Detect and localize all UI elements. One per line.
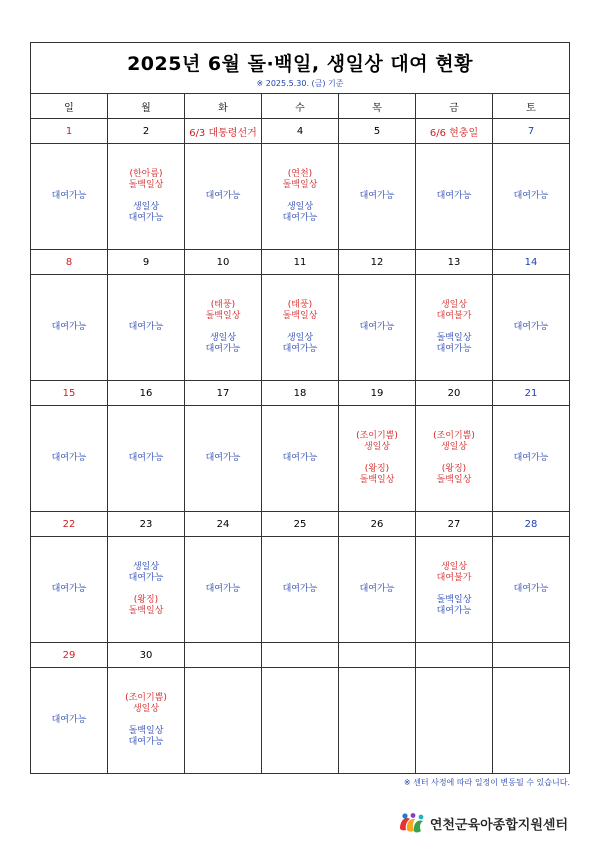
status-line: 대여가능: [282, 344, 318, 354]
status-cell: [185, 537, 262, 643]
status-line: 대여가능: [359, 322, 395, 332]
date-row: [31, 250, 570, 275]
reference-date: ※ 2025.5.30. (금) 기준: [256, 78, 344, 88]
status-row: [31, 275, 570, 381]
status-line: 대여가능: [205, 191, 241, 201]
status-line: 생일상: [132, 562, 160, 572]
date-cell: 28: [493, 512, 570, 537]
date-cell: 6/6 현충일: [416, 119, 493, 144]
date-cell: [339, 643, 416, 668]
status-line: 생일상: [209, 333, 237, 343]
date-row: [31, 381, 570, 406]
date-cell: 12: [339, 250, 416, 275]
status-cell: [108, 406, 185, 512]
status-line: 대여가능: [128, 573, 164, 583]
date-cell: 30: [108, 643, 185, 668]
status-cell: [262, 406, 339, 512]
status-line: 돌백일상: [436, 333, 472, 343]
date-cell: [185, 643, 262, 668]
status-cell: [416, 144, 493, 250]
status-line: (조이기쁨): [125, 693, 167, 703]
date-cell: 6/3 대통령선거: [185, 119, 262, 144]
status-line: 돌백일상: [436, 595, 472, 605]
status-line: 대여가능: [205, 344, 241, 354]
status-cell: [262, 144, 339, 250]
status-cell: [416, 668, 493, 774]
status-line: 생일상: [440, 442, 468, 452]
status-line: (연천): [287, 169, 313, 179]
status-cell: [339, 406, 416, 512]
status-line: 대여가능: [282, 453, 318, 463]
weekday-header: 토: [493, 94, 570, 119]
status-cell: [185, 275, 262, 381]
status-cell: [339, 537, 416, 643]
spacer: [416, 584, 492, 595]
status-cell: [493, 668, 570, 774]
date-cell: 8: [31, 250, 108, 275]
status-line: 대여가능: [51, 191, 87, 201]
date-cell: 29: [31, 643, 108, 668]
status-row: [31, 144, 570, 250]
status-line: 생일상: [363, 442, 391, 452]
date-cell: 15: [31, 381, 108, 406]
date-cell: 20: [416, 381, 493, 406]
status-line: 대여가능: [205, 453, 241, 463]
status-line: 돌백일상: [128, 180, 164, 190]
spacer: [262, 322, 338, 333]
date-cell: 11: [262, 250, 339, 275]
status-line: 대여가능: [51, 584, 87, 594]
status-line: 돌백일상: [128, 726, 164, 736]
spacer: [416, 453, 492, 464]
spacer: [262, 191, 338, 202]
calendar-weeks: [31, 119, 570, 774]
status-cell: [31, 537, 108, 643]
date-row: [31, 512, 570, 537]
status-cell: [185, 406, 262, 512]
date-cell: 21: [493, 381, 570, 406]
spacer: [108, 715, 184, 726]
status-line: 돌백일상: [359, 475, 395, 485]
status-line: (왕징): [441, 464, 467, 474]
status-cell: [339, 275, 416, 381]
status-line: 생일상: [132, 704, 160, 714]
status-row: [31, 668, 570, 774]
status-cell: [108, 668, 185, 774]
status-cell: [262, 668, 339, 774]
date-cell: 26: [339, 512, 416, 537]
date-cell: 17: [185, 381, 262, 406]
weekday-header: 수: [262, 94, 339, 119]
status-line: 대여가능: [436, 606, 472, 616]
status-line: 대여불가: [436, 311, 472, 321]
status-row: [31, 537, 570, 643]
spacer: [108, 584, 184, 595]
status-cell: [108, 275, 185, 381]
org-name: 연천군육아종합지원센터: [429, 817, 568, 833]
weekday-header: 화: [185, 94, 262, 119]
status-line: (태풍): [287, 300, 313, 310]
status-line: 대여가능: [513, 322, 549, 332]
status-cell: [262, 275, 339, 381]
status-cell: [31, 144, 108, 250]
status-cell: [31, 406, 108, 512]
status-line: 대여가능: [128, 453, 164, 463]
rental-calendar: [30, 42, 570, 774]
date-cell: [416, 643, 493, 668]
status-cell: [416, 537, 493, 643]
status-line: 대여가능: [205, 584, 241, 594]
weekday-header: 일: [31, 94, 108, 119]
date-row: [31, 643, 570, 668]
status-line: 돌백일상: [282, 311, 318, 321]
status-line: 돌백일상: [282, 180, 318, 190]
status-cell: [493, 406, 570, 512]
date-cell: 1: [31, 119, 108, 144]
date-cell: 25: [262, 512, 339, 537]
title-cell: [31, 43, 570, 94]
status-line: 대여가능: [513, 191, 549, 201]
status-line: 돌백일상: [436, 475, 472, 485]
date-cell: 16: [108, 381, 185, 406]
date-cell: 27: [416, 512, 493, 537]
status-line: 대여가능: [51, 715, 87, 725]
weekday-header: 금: [416, 94, 493, 119]
spacer: [416, 322, 492, 333]
date-cell: 9: [108, 250, 185, 275]
status-cell: [185, 668, 262, 774]
date-cell: 5: [339, 119, 416, 144]
status-cell: [339, 668, 416, 774]
status-line: (조이기쁨): [356, 431, 398, 441]
spacer: [185, 322, 261, 333]
status-cell: [416, 406, 493, 512]
status-line: 생일상: [440, 300, 468, 310]
date-cell: 23: [108, 512, 185, 537]
date-cell: 13: [416, 250, 493, 275]
status-cell: [108, 537, 185, 643]
date-cell: 14: [493, 250, 570, 275]
weekday-header-row: [31, 94, 570, 119]
status-line: 대여가능: [51, 322, 87, 332]
page-title: 2025년 6월 돌·백일, 생일상 대여 현황: [127, 52, 473, 75]
spacer: [108, 191, 184, 202]
status-cell: [493, 275, 570, 381]
status-cell: [108, 144, 185, 250]
status-line: 생일상: [286, 202, 314, 212]
footer-note: ※ 센터 사정에 따라 일정이 변동될 수 있습니다.: [403, 778, 570, 787]
date-cell: 19: [339, 381, 416, 406]
status-cell: [262, 537, 339, 643]
status-line: (왕징): [133, 595, 159, 605]
date-cell: 24: [185, 512, 262, 537]
status-line: 돌백일상: [205, 311, 241, 321]
status-line: 대여가능: [436, 191, 472, 201]
status-line: 대여가능: [128, 737, 164, 747]
weekday-header: 목: [339, 94, 416, 119]
spacer: [339, 453, 415, 464]
status-line: 대여가능: [359, 584, 395, 594]
status-row: [31, 406, 570, 512]
date-cell: [493, 643, 570, 668]
status-line: 돌백일상: [128, 606, 164, 616]
status-line: 대여가능: [436, 344, 472, 354]
status-line: 대여가능: [282, 213, 318, 223]
status-cell: [31, 275, 108, 381]
status-line: (태풍): [210, 300, 236, 310]
org-logo: [397, 812, 568, 834]
status-cell: [185, 144, 262, 250]
status-line: 대여가능: [513, 453, 549, 463]
calendar-sheet: [30, 42, 570, 774]
date-cell: 22: [31, 512, 108, 537]
date-cell: 10: [185, 250, 262, 275]
status-line: 대여불가: [436, 573, 472, 583]
date-cell: 2: [108, 119, 185, 144]
status-cell: [493, 144, 570, 250]
weekday-header: 월: [108, 94, 185, 119]
status-cell: [339, 144, 416, 250]
status-line: 대여가능: [128, 213, 164, 223]
status-line: 생일상: [440, 562, 468, 572]
status-cell: [31, 668, 108, 774]
status-line: 대여가능: [51, 453, 87, 463]
status-line: (한아름): [129, 169, 163, 179]
date-cell: 4: [262, 119, 339, 144]
date-cell: [262, 643, 339, 668]
status-line: (조이기쁨): [433, 431, 475, 441]
status-line: 생일상: [286, 333, 314, 343]
status-line: 대여가능: [359, 191, 395, 201]
status-line: 생일상: [132, 202, 160, 212]
status-line: 대여가능: [282, 584, 318, 594]
family-logo-icon: [397, 812, 427, 834]
status-line: 대여가능: [128, 322, 164, 332]
status-line: 대여가능: [513, 584, 549, 594]
status-cell: [416, 275, 493, 381]
status-line: (왕징): [364, 464, 390, 474]
date-row: [31, 119, 570, 144]
date-cell: 18: [262, 381, 339, 406]
status-cell: [493, 537, 570, 643]
date-cell: 7: [493, 119, 570, 144]
